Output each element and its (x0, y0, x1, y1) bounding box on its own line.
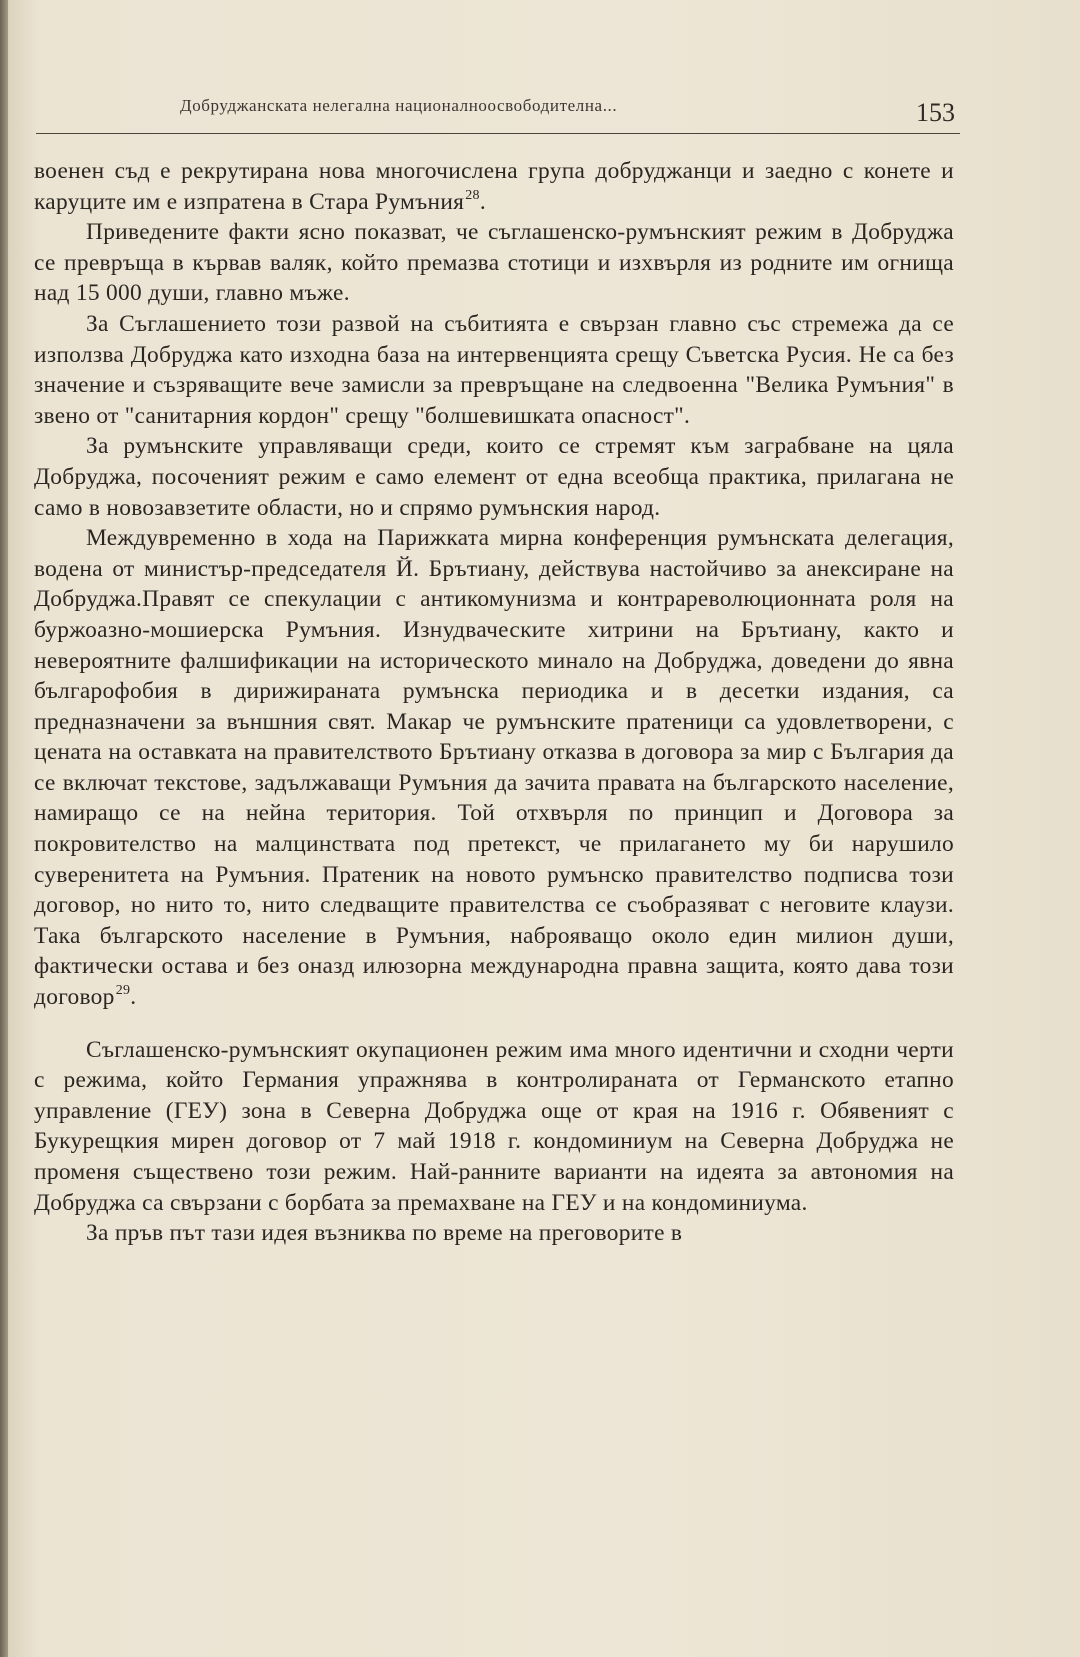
paragraph: Приведените факти ясно показват, че съглашенско-румънският режим в Добруджа се превръща в кървав валяк, който премазва стотици и изхвърля из родните им огнища над 15 000 души, главно мъже. (34, 219, 954, 307)
header-divider (36, 133, 960, 134)
paragraph-text: военен съд е рекрутирана нова многочислена група добруджанци и заедно с конете и каруците им е изпратена в Стара Румъния (34, 158, 954, 215)
paragraph-text: Междувременно в хода на Парижката мирна конференция румънската делегация, водена от министър-председателя Й. Брътиану, действува настойчиво за анексиране на Добруджа.Правят се спекулации с антикомунизма и контрареволюционната роля на буржоазно-мошиерска Румъния. Изнудваческите хитрини на Брътиану, както и невероятните фалшификации на историческото минало на Добруджа, доведени до явна българофобия в дирижираната румънска периодика и в десетки издания, са предназначени за външния свят. Макар че румънските пратеници са удовлетворени, с цената на оставката на правителството Брътиану отказва в договора за мир с България да се включат текстове, задължаващи Румъния да зачита правата на българското население, намиращо се на нейна територия. Той отхвърля по принцип и Договора за покровителство на малцинствата под претекст, че прилагането му би нарушило суверенитета на Румъния. Пратеник на новото румънско правителство подписва този договор, но нито то, нито следващите правителства се съобразяват с неговите клаузи. Така българското население в Румъния, наброяващо около един милион души, фактически остава и без оназд илюзорна международна правна защита, която дава този договор (34, 525, 954, 1011)
paragraph-continued (34, 156, 954, 217)
paragraph (34, 523, 954, 1013)
book-spine-shadow (0, 0, 8, 1657)
paragraph: За Съглашението този развой на събитията е свързан главно със стремежа да се използва Добруджа като изходна база на интервенцията срещу Съветска Русия. Не са без значение и съзряващите вече замисли за превръщане на следвоенна "Велика Румъния" в звено от "санитарния кордон" срещу "болшевишката опасност". (34, 310, 954, 429)
paragraph-end-mark: . (130, 984, 137, 1011)
running-title: Добруджанската нелегална националноосвободителна... (180, 96, 618, 115)
paragraph: Съглашенско-румънският окупационен режим има много идентични и сходни черти с режима, който Германия упражнява в контролираната от Германското етапно управление (ГЕУ) зона в Северна Добруджа още от края на 1916 г. Обявеният с Букурещкия мирен договор от 7 май 1918 г. кондоминиум на Северна Добруджа не променя съществено този режим. Най-ранните варианти на идеята за автономия на Добруджа са свързани с борбата за премахване на ГЕУ и на кондоминиума. (34, 1036, 954, 1216)
page-number: 153 (916, 98, 955, 127)
page-body (34, 156, 954, 1249)
footnote-ref-29: 29 (115, 983, 131, 999)
paragraph: За пръв път тази идея възниква по време на преговорите в (86, 1220, 683, 1247)
paragraph-end-mark: . (479, 188, 487, 215)
paragraph: За румънските управляващи среди, които се стремят към заграбване на цяла Добруджа, посоченият режим е само елемент от една всеобща практика, прилагана не само в новозавзетите области, но и спрямо румънския народ. (34, 433, 954, 521)
footnote-ref-28: 28 (465, 187, 480, 203)
